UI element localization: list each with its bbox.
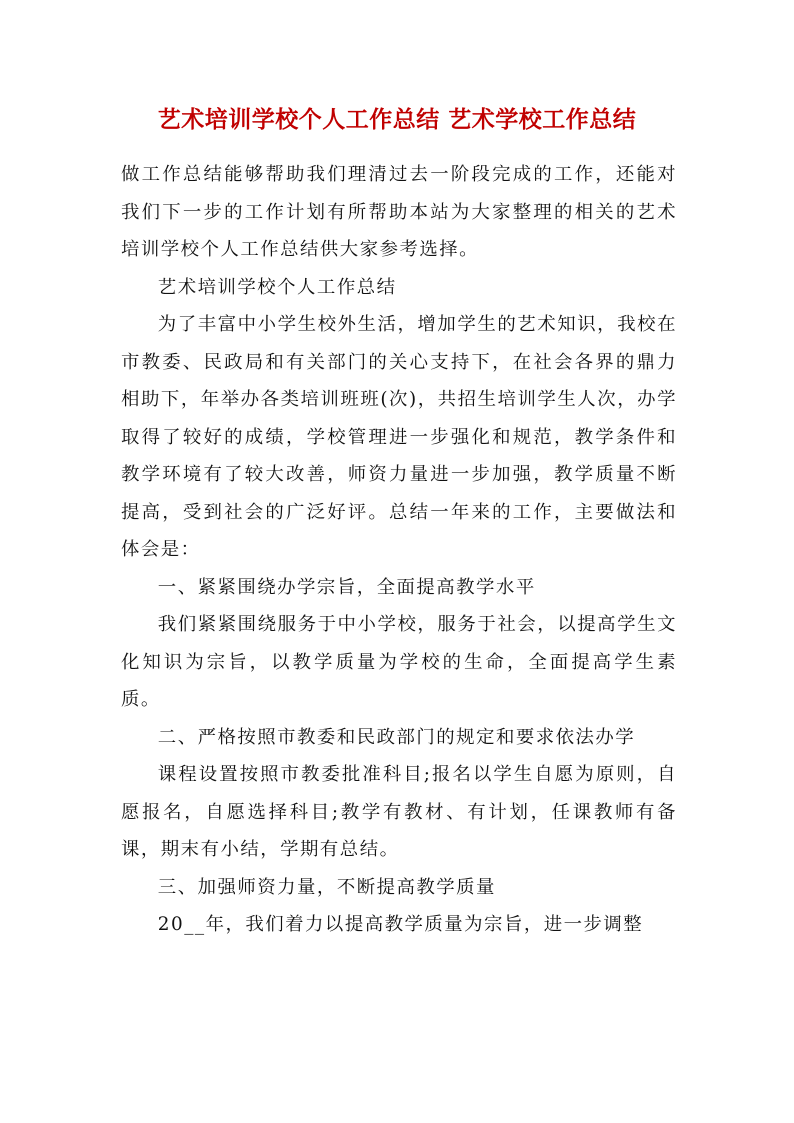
document-title: 艺术培训学校个人工作总结 艺术学校工作总结 (157, 106, 637, 133)
section-heading: 三、加强师资力量，不断提高教学质量 (157, 876, 496, 898)
document-body (121, 156, 677, 944)
body-paragraph: 我们紧紧围绕服务于中小学校，服务于社会，以提高学生文化知识为宗旨，以教学质量为学校的生命，全面提高学生素质。 (121, 614, 677, 710)
section-heading: 艺术培训学校个人工作总结 (157, 276, 397, 298)
section-heading: 一、紧紧围绕办学宗旨，全面提高教学水平 (157, 576, 536, 598)
body-paragraph: 20__年，我们着力以提高教学质量为宗旨，进一步调整 (157, 914, 644, 935)
intro-paragraph: 做工作总结能够帮助我们理清过去一阶段完成的工作，还能对我们下一步的工作计划有所帮助本站为大家整理的相关的艺术培训学校个人工作总结供大家参考选择。 (121, 164, 677, 260)
section-heading: 二、严格按照市教委和民政部门的规定和要求依法办学 (157, 726, 636, 748)
body-paragraph: 课程设置按照市教委批准科目;报名以学生自愿为原则，自愿报名，自愿选择科目;教学有教材、有计划，任课教师有备课，期末有小结，学期有总结。 (121, 764, 677, 860)
body-paragraph: 为了丰富中小学生校外生活，增加学生的艺术知识，我校在市教委、民政局和有关部门的关心支持下，在社会各界的鼎力相助下，年举办各类培训班班(次)，共招生培训学生人次，办学取得了较好的成绩，学校管理进一步强化和规范，教学条件和教学环境有了较大改善，师资力量进一步加强，教学质量不断提高，受到社会的广泛好评。总结一年来的工作，主要做法和体会是： (121, 314, 677, 560)
